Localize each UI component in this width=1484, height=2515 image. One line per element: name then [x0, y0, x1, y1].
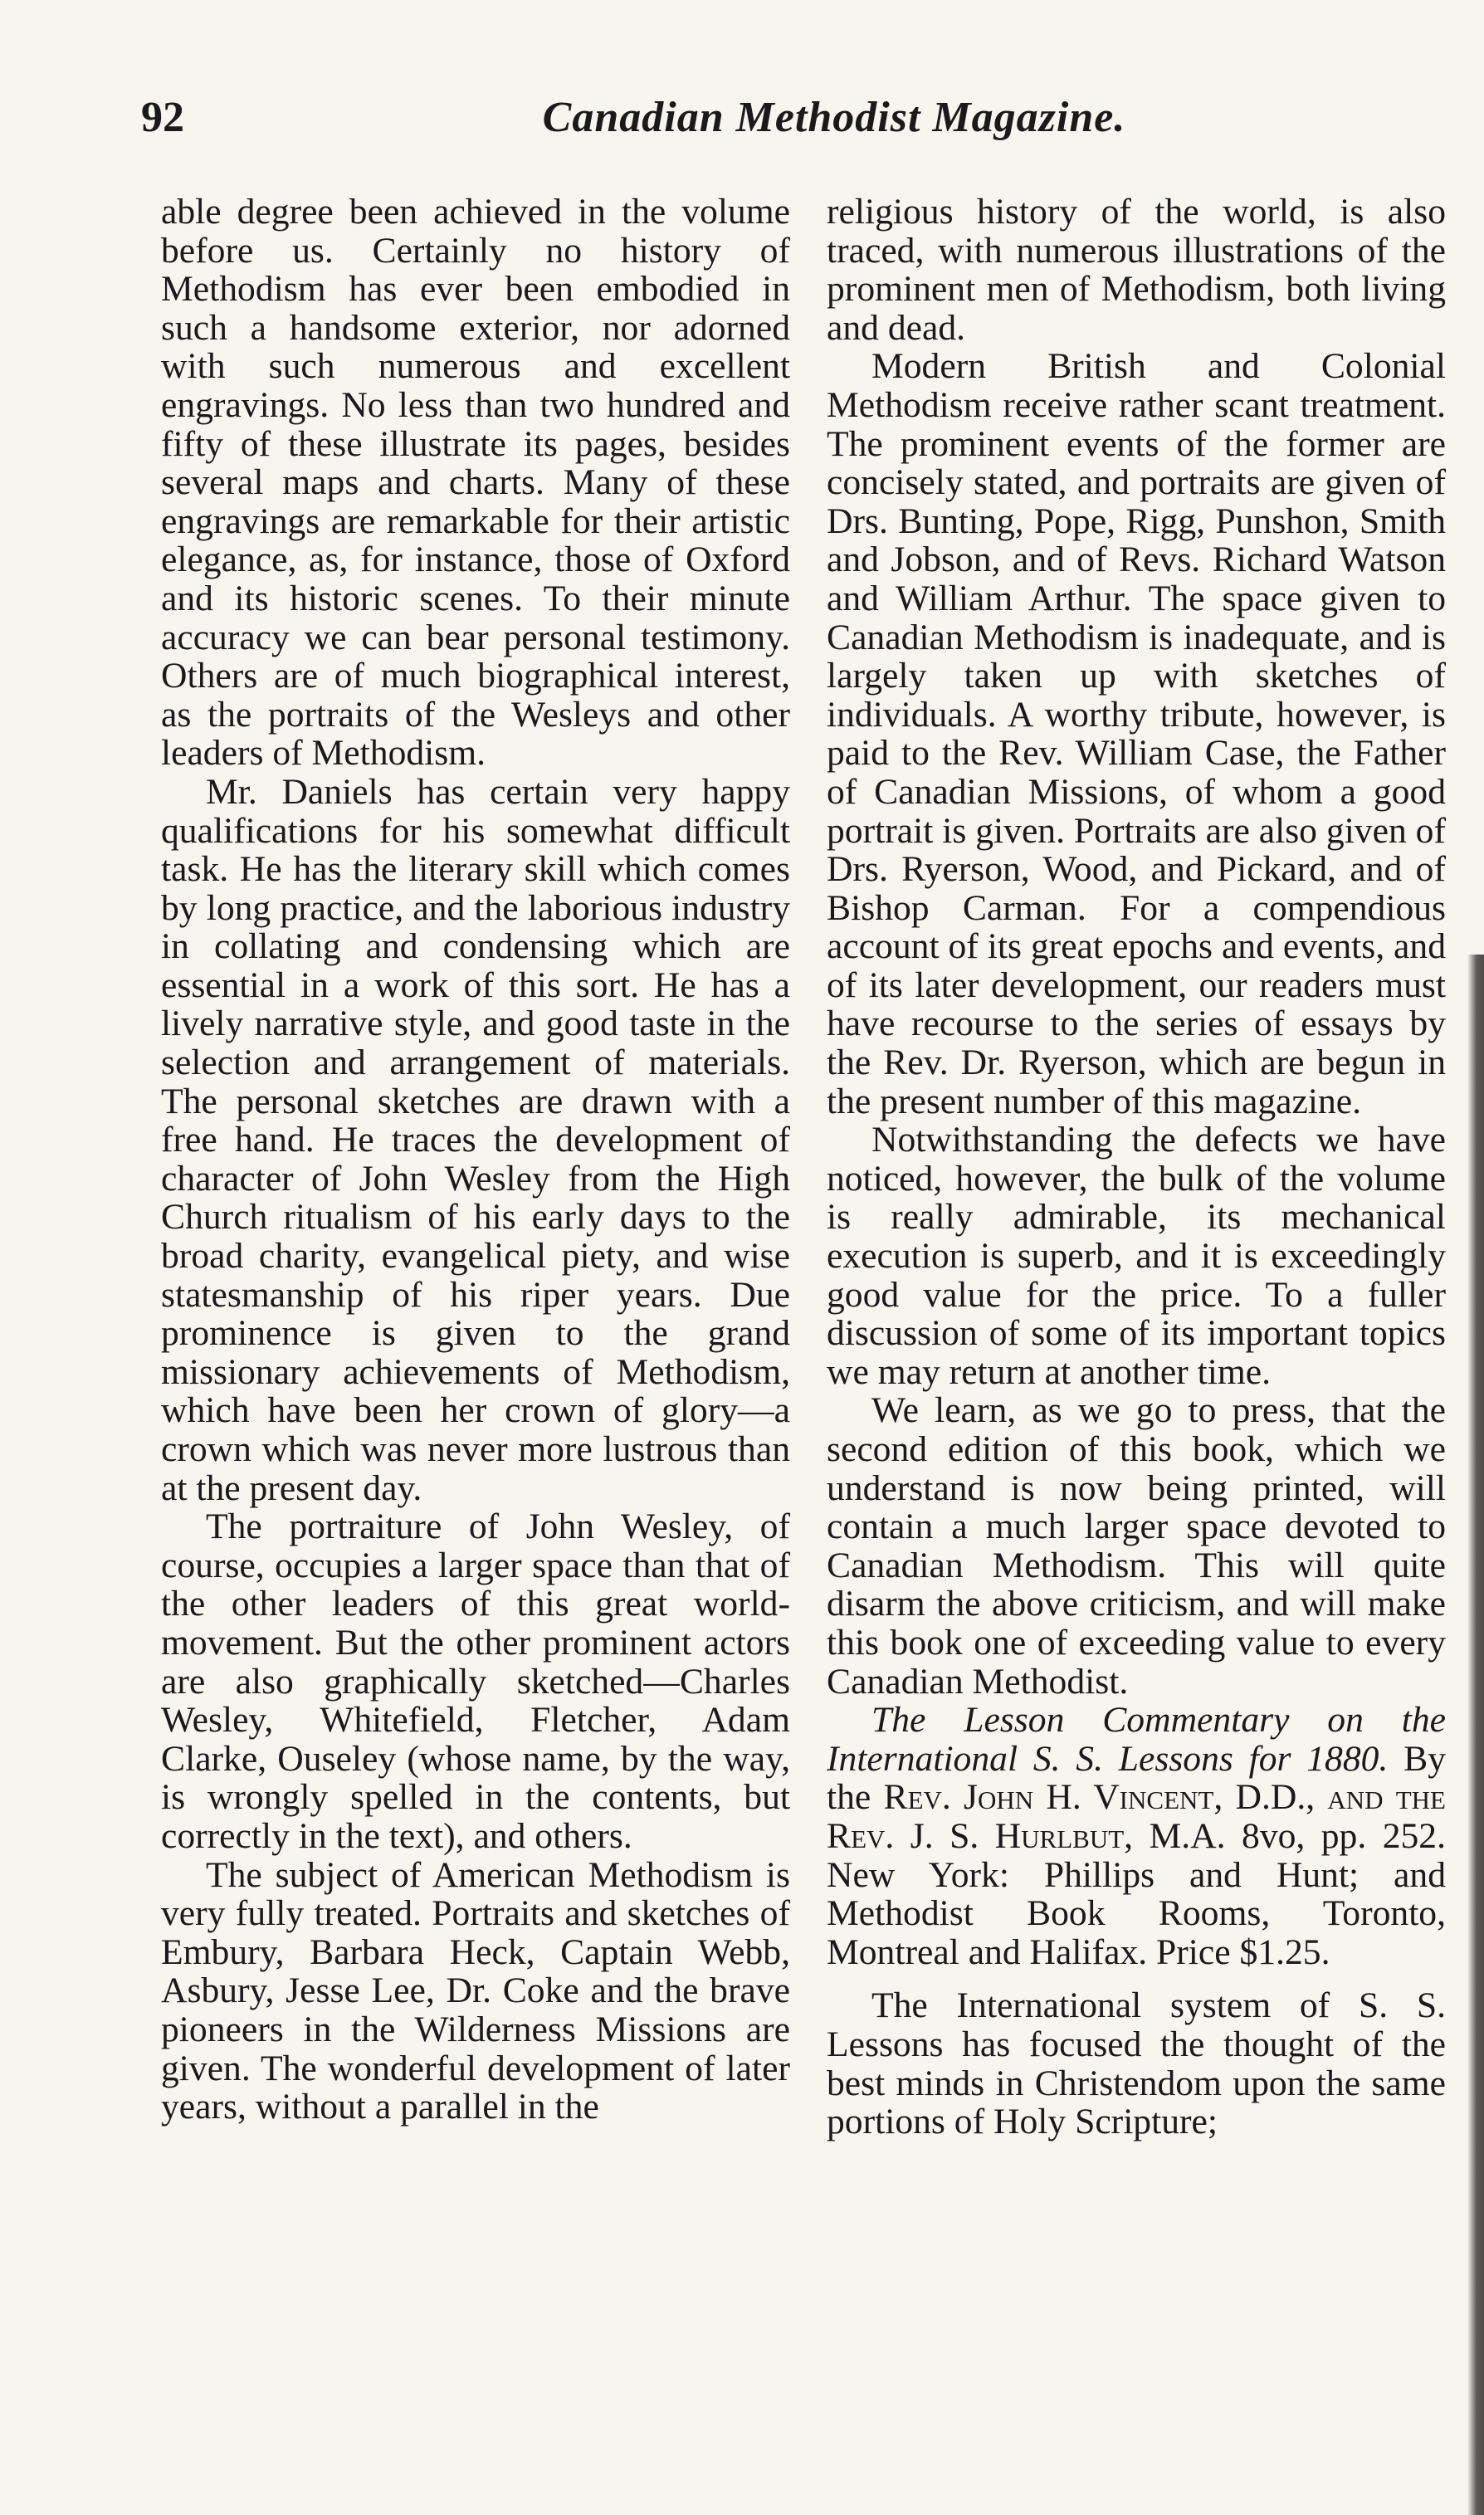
- paragraph: Mr. Daniels has certain very happy qualifications for his somewhat difficult task. He has the literary skill which comes by long practice, and the laborious industry in collating and condensing which are essential in a work of this sort. He has a lively narrative style, and good taste in the selection and arrangement of materials. The personal sketches are drawn with a free hand. He traces the development of character of John Wesley from the High Church ritualism of his early days to the broad charity, evangelical piety, and wise statesmanship of his riper years. Due prominence is given to the grand missionary achievements of Methodism, which have been her crown of glory—a crown which was never more lustrous than at the present day.: [161, 771, 790, 1508]
- right-column: [827, 193, 1446, 2141]
- review-by: By the: [827, 1738, 1447, 1818]
- review-book-title: The Lesson Commentary on the International S. S. Lessons for 1880.: [827, 1700, 1446, 1779]
- book-review-heading: [827, 1701, 1446, 1971]
- left-column: [161, 193, 790, 2127]
- paragraph: able degree been achieved in the volume before us. Certainly no history of Methodism has ever been embodied in such a handsome exterior, nor adorned with such numerous and excellent engravings. No less than two hundred and fifty of these illustrate its pages, besides several maps and charts. Many of these engravings are remarkable for their artistic elegance, as, for instance, those of Oxford and its historic scenes. To their minute accuracy we can bear personal testimony. Others are of much biographical interest, as the portraits of the Wesleys and other leaders of Methodism.: [161, 192, 790, 774]
- page-header: [141, 93, 1428, 168]
- running-title: Canadian Methodist Magazine.: [542, 94, 1126, 141]
- paragraph: The subject of American Methodism is very fully treated. Portraits and sketches of Embury, Barbara Heck, Captain Webb, Asbury, Jesse Lee, Dr. Coke and the brave pioneers in the Wilderness Missions are given. The wonderful development of later years, without a parallel in the: [161, 1854, 790, 2127]
- paragraph: The International system of S. S. Lessons has focused the thought of the best minds in Christendom upon the same portions of Holy Scripture;: [827, 1985, 1446, 2142]
- paragraph: Notwithstanding the defects we have noticed, however, the bulk of the volume is really admirable, its mechanical execution is superb, and it is exceedingly good value for the price. To a fuller discussion of some of its important topics we may return at another time.: [827, 1120, 1446, 1392]
- review-publication-details: 8vo, pp. 252. New York: Phillips and Hunt; and Methodist Book Rooms, Toronto, Montreal and Halifax. Price $1.25.: [827, 1815, 1446, 1972]
- page-edge-shadow: [1467, 955, 1484, 2515]
- review-authors: Rev. John H. Vincent, D.D., and the Rev. J. S. Hurlbut, M.A.: [827, 1777, 1446, 1856]
- page-number: 92: [141, 94, 184, 141]
- paragraph: Modern British and Colonial Methodism receive rather scant treatment. The prominent events of the former are concisely stated, and portraits are given of Drs. Bunting, Pope, Rigg, Punshon, Smith and Jobson, and of Revs. Richard Watson and William Arthur. The space given to Canadian Methodism is inadequate, and is largely taken up with sketches of individuals. A worthy tribute, however, is paid to the Rev. William Case, the Father of Canadian Missions, of whom a good portrait is given. Portraits are also given of Drs. Ryerson, Wood, and Pickard, and of Bishop Carman. For a compendious account of its great epochs and events, and of its later development, our readers must have recourse to the series of essays by the Rev. Dr. Ryerson, which are begun in the present number of this magazine.: [827, 346, 1446, 1121]
- paragraph: The portraiture of John Wesley, of course, occupies a larger space than that of the other leaders of this great world-movement. But the other prominent actors are also graphically sketched—Charles Wesley, Whitefield, Fletcher, Adam Clarke, Ouseley (whose name, by the way, is wrongly spelled in the contents, but correctly in the text), and others.: [161, 1507, 790, 1856]
- paragraph: religious history of the world, is also traced, with numerous illustrations of the prominent men of Methodism, both living and dead.: [827, 192, 1446, 348]
- paragraph: We learn, as we go to press, that the second edition of this book, which we understand is now being printed, will contain a much larger space devoted to Canadian Methodism. This will quite disarm the above criticism, and will make this book one of exceeding value to every Canadian Methodist.: [827, 1390, 1446, 1702]
